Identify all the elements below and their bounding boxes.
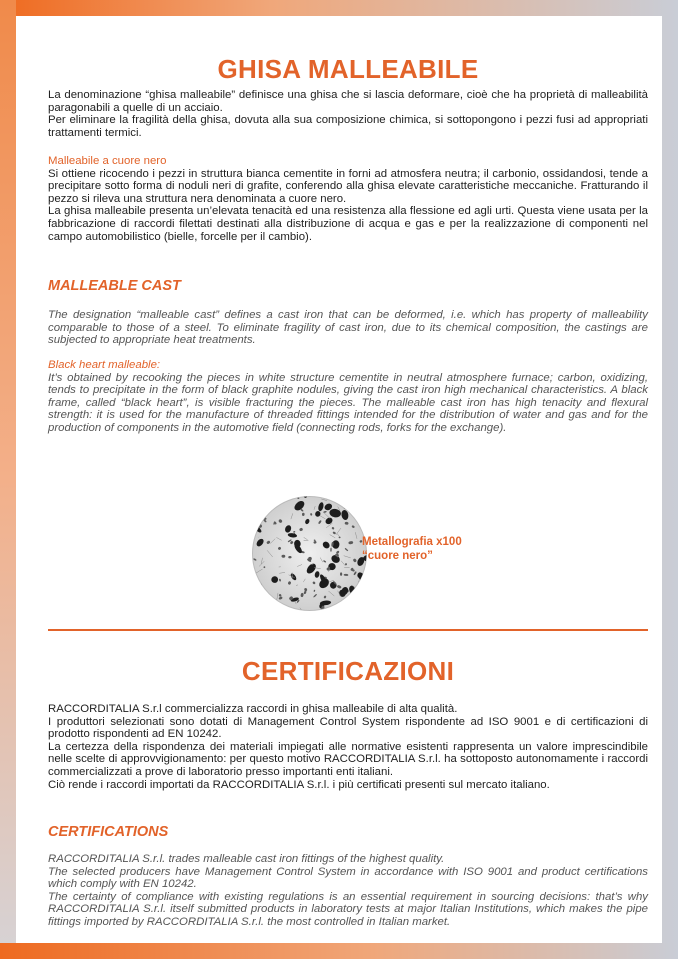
graphite-nodule: [358, 501, 367, 507]
grain-boundary: [251, 520, 252, 521]
cert-it-line4: Ciò rende i raccordi importati da RACCORDITALIA S.r.l. i più certificati presenti sul mercato italiano.: [48, 778, 550, 791]
black-heart-italian: [48, 155, 648, 243]
cert-en-line1: RACCORDITALIA S.r.l. trades malleable cast iron fittings of the highest quality.: [48, 853, 445, 865]
graphite-nodule: [251, 520, 256, 528]
grain-boundary: [283, 499, 288, 500]
title-certifications: CERTIFICATIONS: [48, 824, 169, 840]
graphite-nodule: [356, 500, 359, 503]
intro-english-text: The designation “malleable cast” defines a cast iron that can be deformed, i.e. which has property of malleability comparable to those of a steel. To eliminate fragility of cast iron, due to its chemical composition, the castings are subjected to appropriate heat treatments.: [48, 309, 648, 347]
graphite-nodule: [361, 496, 365, 500]
grain-boundary: [359, 495, 365, 497]
graphite-nodule: [363, 528, 367, 533]
figure-caption: [362, 536, 462, 563]
grain-boundary: [270, 603, 276, 607]
graphite-nodule: [271, 496, 276, 500]
graphite-nodule: [259, 505, 263, 509]
page-frame-bottom: [0, 943, 678, 959]
subheading-cuore-nero: Malleabile a cuore nero: [48, 155, 167, 167]
graphite-nodule: [272, 607, 274, 611]
graphite-nodule: [259, 598, 270, 607]
graphite-nodule: [366, 503, 368, 504]
cert-en-line2: The selected producers have Management Control System in accordance with ISO 9001 and product certifications which comply with EN 10242.: [48, 865, 648, 891]
graphite-nodule: [340, 572, 342, 575]
black-heart-italian-body2: La ghisa malleabile presenta un’elevata tenacità ed una resistenza alla flessione ed agli urti. Questa viene usata per la fabbricazione di raccordi filettati destinati alla distribuzione di acqua e gas e per la realizzazione di componenti nel campo automobilistico (bielle, forcelle per il cambio).: [48, 205, 648, 243]
graphite-nodule: [251, 520, 254, 522]
graphite-nodule: [352, 593, 356, 598]
graphite-nodule: [348, 505, 360, 513]
grain-boundary: [363, 573, 366, 578]
grain-boundary: [332, 608, 337, 612]
graphite-nodule: [268, 500, 270, 503]
grain-boundary: [362, 581, 363, 583]
intro-italian-line2: Per eliminare la fragilità della ghisa, dovuta alla sua composizione chimica, si sottopongono i pezzi fusi ad appropriati trattamenti termici.: [48, 114, 648, 139]
cert-it-line1: RACCORDITALIA S.r.l commercializza raccordi in ghisa malleabile di alta qualità.: [48, 703, 458, 715]
cert-it-line3: La certezza della rispondenza dei materiali impiegati alle normative esistenti rappresenta un valore imprescindibile nelle scelte di approvvigionamento: per questo motivo RACCORDITALIA S.r.l. ha sottoposto autonomamente i raccordi commercializzati a prove di laboratorio presso importanti enti italiani.: [48, 740, 648, 778]
grain-boundary: [255, 592, 260, 593]
graphite-nodule: [251, 591, 253, 594]
graphite-nodule: [269, 495, 281, 505]
graphite-nodule: [255, 584, 259, 587]
grain-boundary: [357, 500, 362, 505]
graphite-nodule: [352, 596, 357, 601]
metallography-micrograph: [251, 495, 368, 612]
section-divider: [48, 629, 648, 631]
graphite-nodule: [268, 499, 275, 509]
figure-caption-line1: Metallografia x100: [362, 536, 462, 548]
title-malleable-cast: MALLEABLE CAST: [48, 278, 181, 294]
subheading-black-heart: Black heart malleable:: [48, 359, 161, 371]
graphite-nodule: [357, 498, 365, 506]
graphite-nodule: [331, 608, 336, 612]
graphite-nodule: [363, 495, 368, 504]
graphite-nodule: [266, 507, 268, 509]
graphite-nodule: [251, 599, 255, 606]
grain-boundary: [254, 507, 261, 508]
black-heart-italian-body1: Si ottiene ricocendo i pezzi in struttura bianca cementite in forni ad atmosfera neutra; il carbonio, ossidandosi, tende a precipitare sotto forma di noduli neri di grafite, conferendo alla ghisa elevate caratteristiche meccaniche. Fratturando il pezzo si rileva una struttura nera denominata a cuore nero.: [48, 167, 648, 205]
page-frame-left: [0, 0, 16, 959]
graphite-nodule: [277, 605, 281, 610]
grain-boundary: [253, 521, 254, 528]
graphite-nodule: [273, 497, 276, 501]
black-heart-english-body: It’s obtained by recooking the pieces in white structure cementite in neutral atmosphere furnace; carbon, oxidizing, tends to precipitate in the form of black graphite nodules, giving the cast iron high mechanical characteristics. A black frame, called “black heart”, is visible fracturing the pieces. The malleable cast iron has high tenacity and flexural strength: it is used for the manufacture of threaded fittings intended for the distribution of water and gas and for the production of components in the automotive field (connecting rods, forks for the exchange).: [48, 371, 648, 434]
certificazioni-body: [48, 703, 648, 791]
black-heart-english: [48, 359, 648, 435]
intro-english: [48, 309, 648, 347]
figure-caption-line2: “cuore nero”: [362, 549, 433, 562]
graphite-nodule: [355, 499, 359, 503]
grain-boundary: [260, 506, 261, 512]
cert-en-line3: The certainty of compliance with existing regulations is an essential requirement in sourcing decisions: that’s why RACCORDITALIA S.r.l. itself submitted products in laboratory tests at major Italian Institutions, which makes the pipe fittings imported by RACCORDITALIA S.r.l. the most controlled in Italian market.: [48, 890, 648, 928]
intro-italian-line1: La denominazione “ghisa malleabile” definisce una ghisa che si lascia deformare, cioè che ha proprietà di malleabilità paragonabili a quelle di un acciaio.: [48, 89, 648, 114]
graphite-nodule: [268, 602, 270, 604]
graphite-nodule: [252, 509, 258, 513]
title-certificazioni: CERTIFICAZIONI: [241, 656, 455, 686]
intro-italian: [48, 89, 648, 139]
cert-it-line2: I produttori selezionati sono dotati di Management Control System rispondente ad ISO 9001 e di certificazioni di prodotto rispondenti ad EN 10242.: [48, 715, 648, 741]
certifications-body: [48, 853, 648, 929]
grain-boundary: [261, 509, 265, 515]
document-page: [16, 16, 662, 943]
title-ghisa-malleabile: GHISA MALLEABILE: [217, 54, 479, 84]
